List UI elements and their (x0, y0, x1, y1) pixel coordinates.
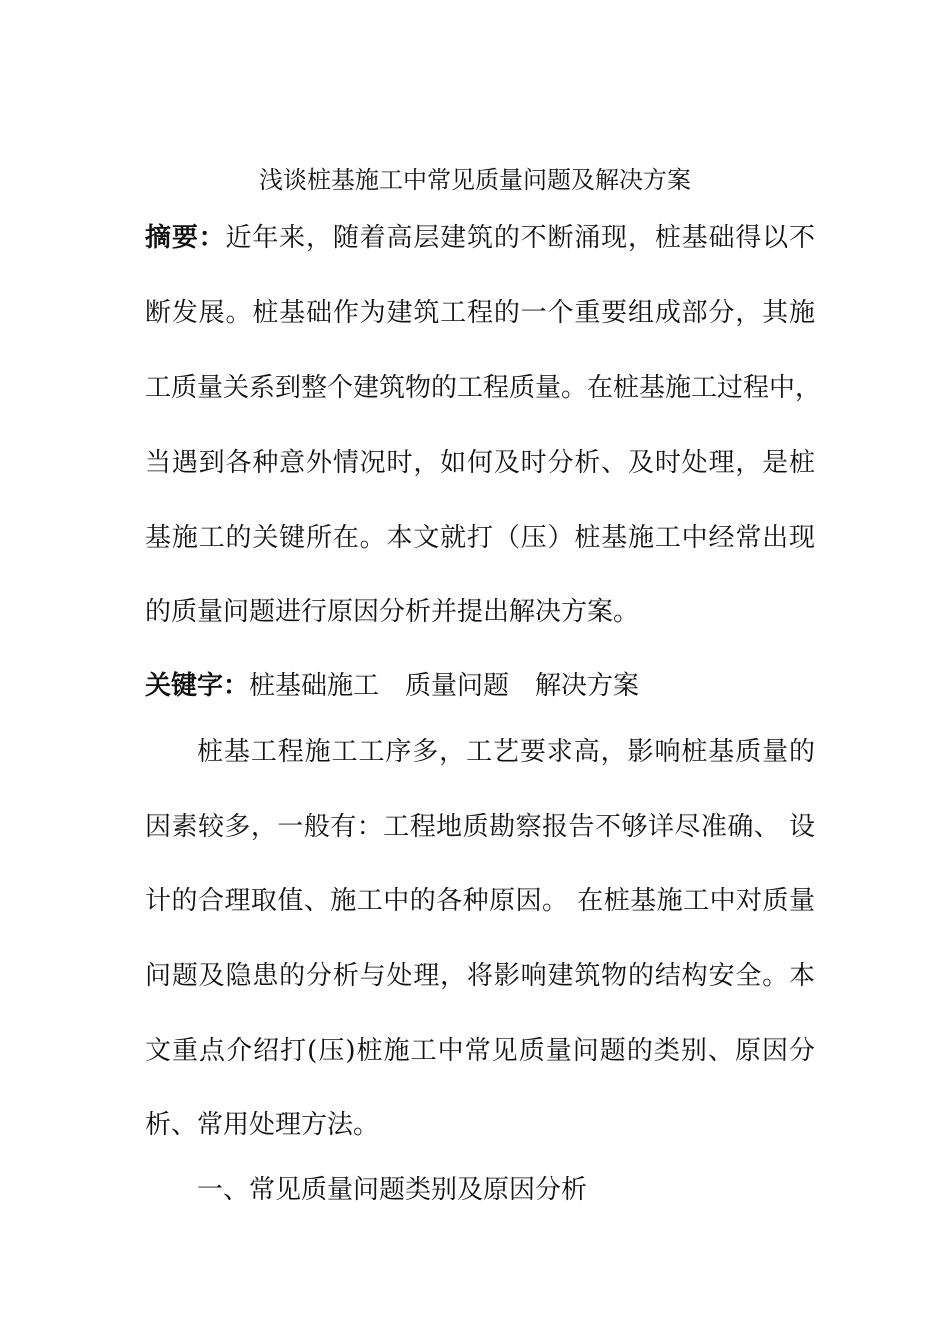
intro-line-6: 析、常用处理方法。 (145, 1110, 380, 1140)
keywords-label: 关键字： (145, 671, 250, 701)
keyword-item: 质量问题 (405, 671, 510, 701)
section-heading: 一、常见质量问题类别及原因分析 (197, 1175, 588, 1205)
intro-line-5: 文重点介绍打(压)桩施工中常见质量问题的类别、原因分 (145, 1036, 815, 1066)
abstract-line-2: 断发展。桩基础作为建筑工程的一个重要组成部分，其施 (145, 298, 815, 328)
abstract-text: 近年来，随着高层建筑的不断涌现，桩基础得以不 (225, 223, 815, 253)
abstract-line-1 (145, 220, 815, 256)
abstract-line-5: 基施工的关键所在。本文就打（压）桩基施工中经常出现 (145, 523, 815, 553)
abstract-line-6: 的质量问题进行原因分析并提出解决方案。 (145, 597, 640, 627)
intro-line-2: 因素较多，一般有：工程地质勘察报告不够详尽准确、 设 (145, 812, 815, 842)
keywords-line (145, 668, 815, 704)
abstract-line-4: 当遇到各种意外情况时，如何及时分析、及时处理，是桩 (145, 448, 815, 478)
keyword-item: 桩基础施工 (249, 671, 380, 701)
intro-line-1: 桩基工程施工工序多，工艺要求高，影响桩基质量的 (197, 737, 815, 767)
keyword-item: 解决方案 (535, 671, 640, 701)
document-title: 浅谈桩基施工中常见质量问题及解决方案 (259, 166, 691, 194)
abstract-line-3: 工质量关系到整个建筑物的工程质量。在桩基施工过程中， (145, 373, 822, 403)
intro-line-4: 问题及隐患的分析与处理，将影响建筑物的结构安全。本 (145, 961, 815, 991)
intro-line-3: 计的合理取值、施工中的各种原因。 在桩基施工中对质量 (145, 886, 815, 916)
abstract-label: 摘要： (145, 223, 226, 253)
